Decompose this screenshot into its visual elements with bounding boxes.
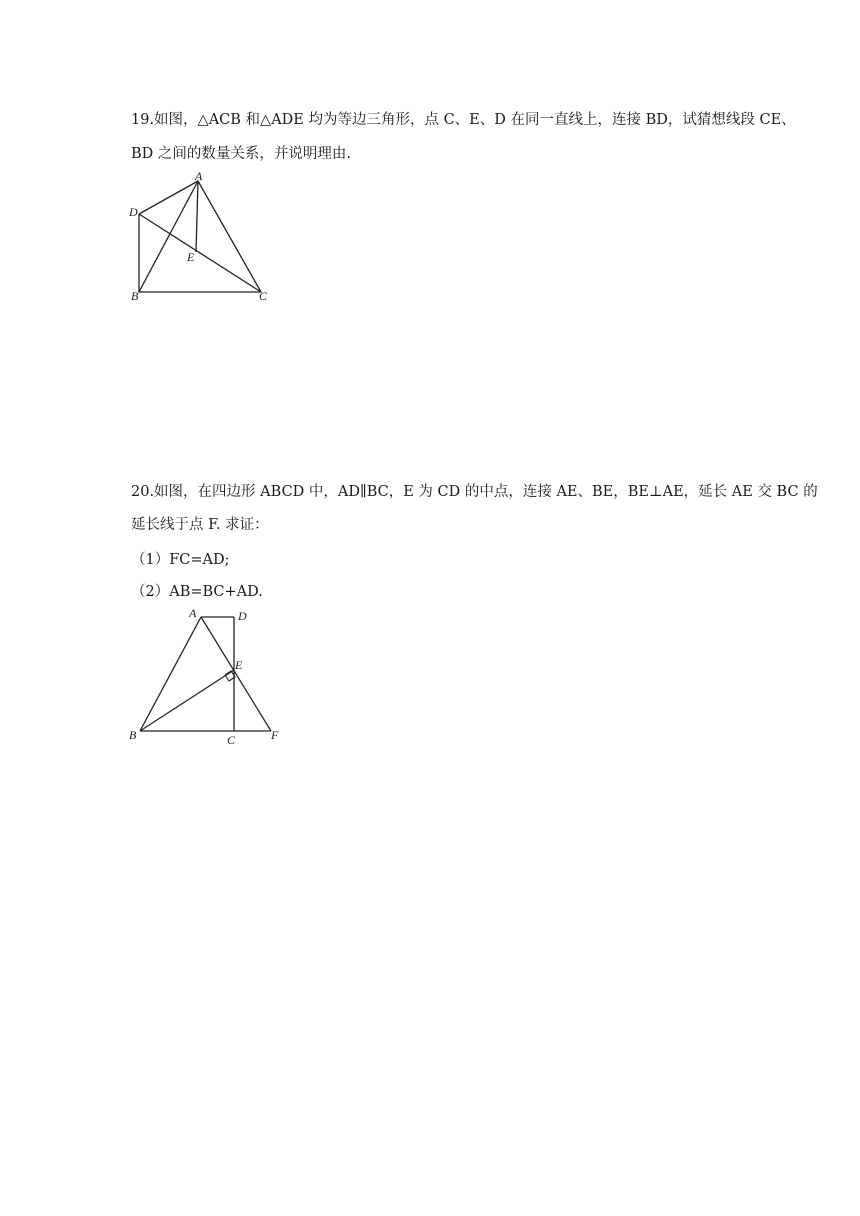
q19-figure — [120, 168, 280, 308]
q20-figure — [125, 605, 290, 745]
label-c: C — [227, 733, 236, 747]
q20-part-2: （2）AB=BC+AD. — [131, 584, 263, 600]
q19-text-line-2: BD 之间的数量关系，并说明理由. — [131, 146, 351, 162]
segment-be — [140, 670, 234, 731]
label-e: E — [235, 658, 243, 672]
label-a: A — [189, 606, 197, 620]
q19-text-line-1: 19.如图，△ACB 和△ADE 均为等边三角形，点 C、E、D 在同一直线上，连接 BD，试猜想线段 CE、 — [131, 112, 796, 128]
segment-ae — [196, 181, 198, 252]
label-d: D — [129, 205, 138, 219]
label-b: B — [131, 289, 139, 303]
segment-dc — [139, 214, 261, 292]
q20-text-line-2: 延长线于点 F. 求证： — [131, 517, 269, 533]
q20-text-line-1: 20.如图，在四边形 ABCD 中，AD∥BC，E 为 CD 的中点，连接 AE、BE，BE⊥AE，延长 AE 交 BC 的 — [131, 484, 818, 500]
q20-part-1: （1）FC=AD; — [131, 552, 230, 568]
label-a: A — [195, 169, 203, 183]
label-e: E — [187, 250, 195, 264]
label-b: B — [129, 728, 137, 742]
label-f: F — [271, 728, 279, 742]
segment-af — [201, 617, 271, 731]
label-c: C — [259, 289, 268, 303]
triangle-acb — [139, 181, 261, 292]
label-d: D — [238, 609, 247, 623]
segment-ab — [140, 617, 201, 731]
